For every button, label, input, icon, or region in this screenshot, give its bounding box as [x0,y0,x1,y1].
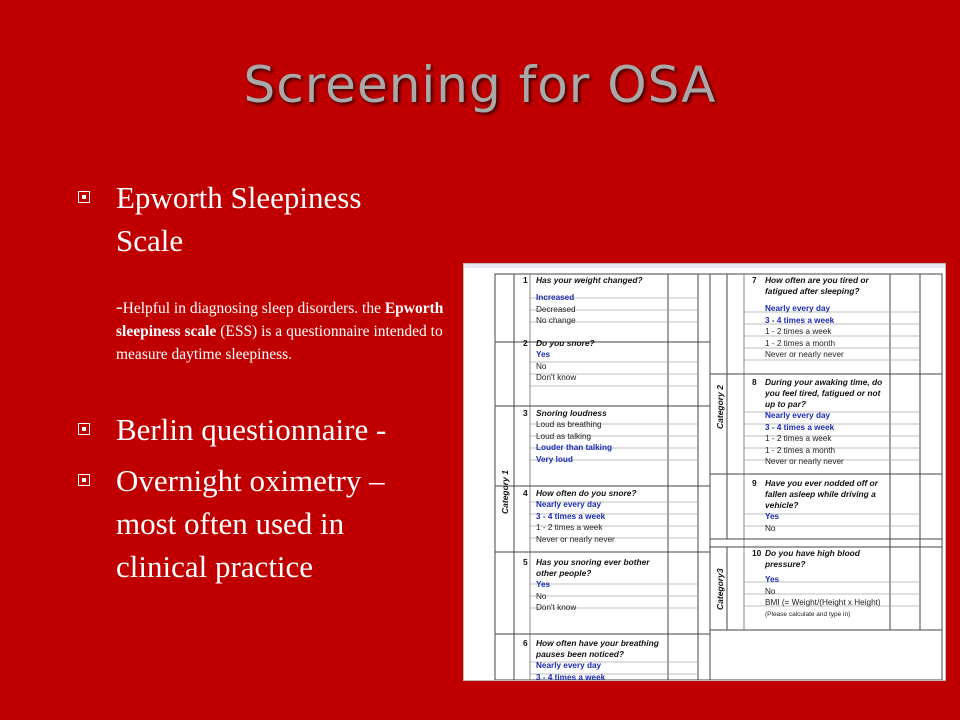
option[interactable]: Don't know [536,373,577,382]
option-selected[interactable]: Yes [536,350,551,359]
option-selected[interactable]: Louder than talking [536,443,612,452]
bullet-oximetry [78,459,478,588]
option[interactable]: 1 - 2 times a month [765,338,836,348]
question-text: How often do you snore? [536,488,637,498]
option-selected[interactable]: 3 - 4 times a week [765,422,835,432]
question-text: Snoring loudness [536,408,607,418]
option-selected[interactable]: Yes [765,575,780,584]
question-number: 4 [523,488,528,498]
option-selected[interactable]: 3 - 4 times a week [536,672,606,681]
bullet-berlin [78,408,478,451]
question-text: Do you have high blood pressure? [765,548,860,569]
question-8 [752,377,889,468]
question-text: How often are you tired or fatigued after sleeping? [765,275,869,296]
dash: - [116,296,123,318]
option-selected[interactable]: Nearly every day [536,661,602,670]
question-9 [752,478,889,534]
question-number: 5 [523,557,528,567]
option[interactable]: 1 - 2 times a week [765,434,832,443]
bullet-text-line: Epworth Sleepiness [116,180,362,215]
option-selected[interactable]: Very loud [536,454,573,464]
question-number: 9 [752,478,757,488]
option-selected[interactable]: Nearly every day [765,411,831,420]
question-10 [752,548,889,620]
question-number: 6 [523,638,528,648]
category-3-label: Category3 [715,568,725,610]
square-bullet-icon [78,191,90,203]
option[interactable]: Don't know [536,603,577,612]
option[interactable]: 1 - 2 times a week [765,327,832,336]
option[interactable]: Loud as breathing [536,420,602,429]
bullet-epworth [78,176,478,262]
berlin-questionnaire-image [463,263,946,681]
option[interactable]: Loud as talking [536,431,592,441]
description-text: Helpful in diagnosing sleep disorders. the [122,300,385,317]
option-note: (Please calculate and type in) [765,610,851,618]
epworth-description [116,296,466,366]
question-text: During your awaking time, do you feel tired, fatigued or not up to par? [765,377,883,409]
question-1 [523,275,666,327]
option[interactable]: Never or nearly never [765,457,844,466]
option[interactable]: No [536,591,547,601]
bullet-text-line: clinical practice [116,549,314,584]
question-number: 1 [523,275,528,285]
question-text: How often have your breathing pauses been noticed? [536,638,659,659]
bullet-text-line: Scale [116,223,184,258]
option[interactable]: 1 - 2 times a month [765,445,836,455]
question-6 [523,638,668,681]
option[interactable]: No [536,361,547,371]
category-1-label: Category 1 [500,470,510,514]
question-4 [523,488,666,545]
option-selected[interactable]: 3 - 4 times a week [765,315,835,325]
option[interactable]: No change [536,316,576,325]
square-bullet-icon [78,474,90,486]
description-text: (ESS) is a questionnaire intended to measure daytime sleepiness. [116,323,443,363]
question-number: 2 [523,338,528,348]
option[interactable]: No [765,586,776,596]
option-selected[interactable]: Increased [536,293,575,302]
option-selected[interactable]: Nearly every day [765,304,831,313]
option-selected[interactable]: Yes [536,580,551,589]
question-3 [523,408,666,465]
question-text: Do you snore? [536,338,595,348]
question-7 [752,275,889,361]
question-number: 8 [752,377,757,387]
option-selected[interactable]: Nearly every day [536,500,602,509]
option-selected[interactable]: Yes [765,512,780,521]
bullet-text-line: Berlin questionnaire - [116,412,387,447]
option-selected[interactable]: 3 - 4 times a week [536,511,606,521]
question-5 [523,557,668,614]
question-text: Has your weight changed? [536,275,643,285]
option[interactable]: Never or nearly never [536,534,615,544]
question-number: 3 [523,408,528,418]
category-2-label: Category 2 [715,385,725,429]
question-text: Have you ever nodded off or fallen asleep while driving a vehicle? [765,478,878,510]
question-number: 10 [752,548,762,558]
description-bold: Epworth sleepiness scale [116,300,444,340]
bullet-text-line: Overnight oximetry – [116,463,385,498]
bullet-list [78,176,478,588]
option[interactable]: 1 - 2 times a week [536,523,603,532]
question-2 [523,338,666,384]
bullet-text-line: most often used in [116,506,345,541]
square-bullet-icon [78,423,90,435]
option[interactable]: No [765,523,776,533]
option[interactable]: Never or nearly never [765,350,844,359]
question-number: 7 [752,275,757,285]
option[interactable]: BMI (= Weight/(Height x Height) [765,598,881,607]
slide-title: Screening for OSA [243,56,717,114]
option[interactable]: Decreased [536,304,576,314]
question-text: Has you snoring ever bother other people? [536,557,650,578]
